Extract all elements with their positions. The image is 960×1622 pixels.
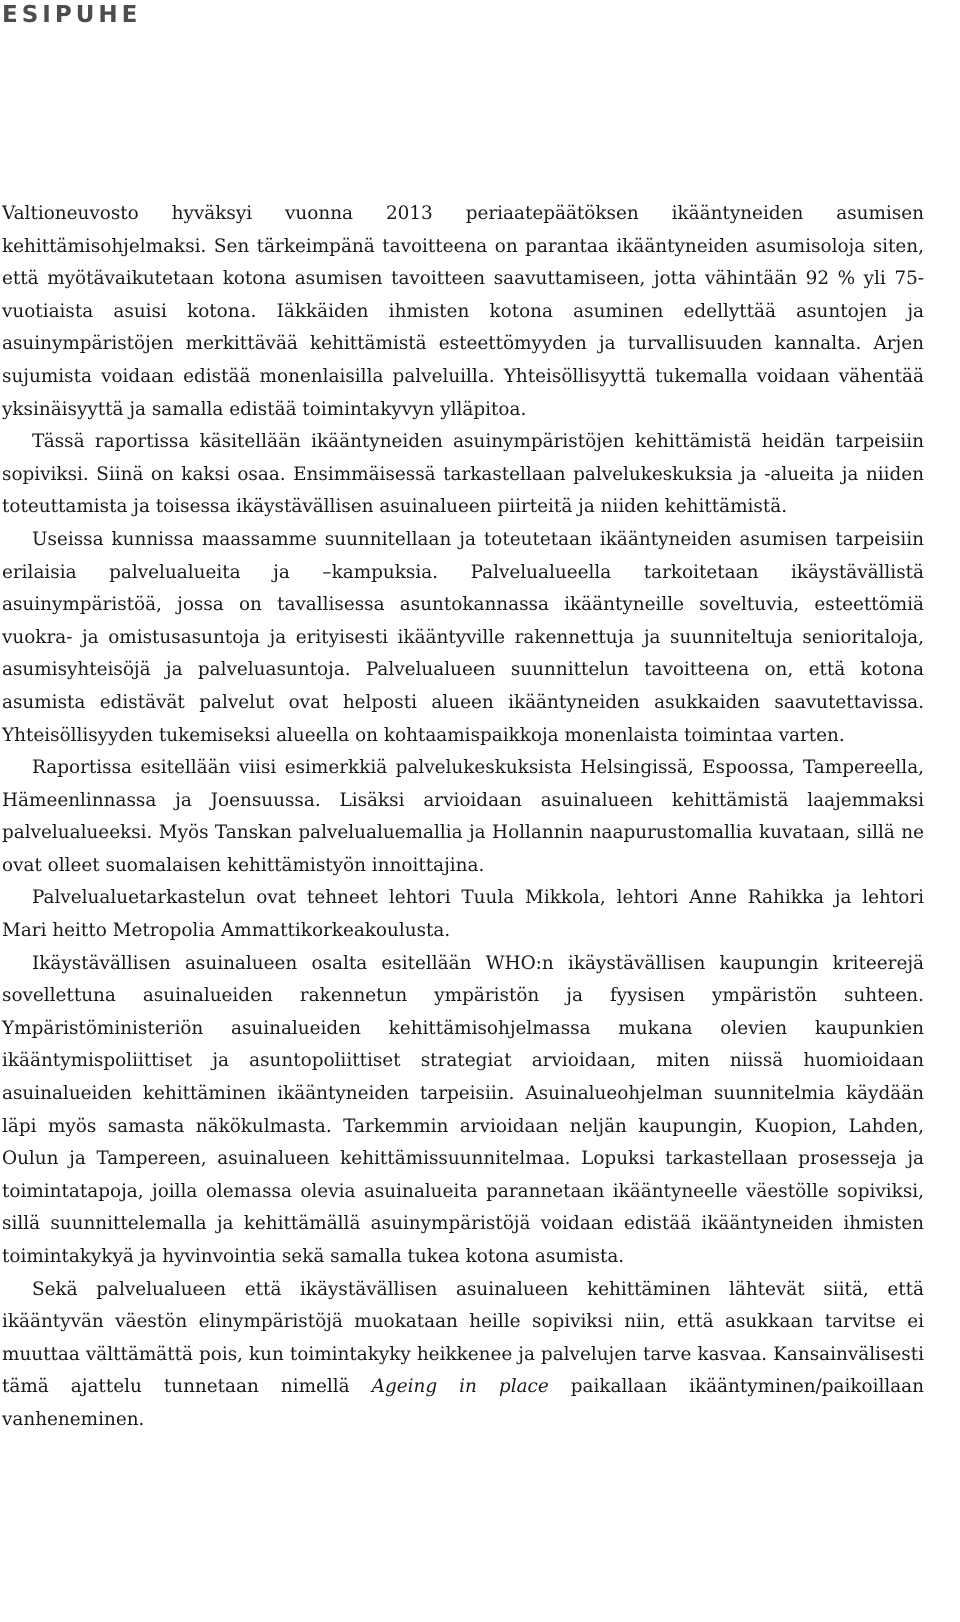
paragraph-last bbox=[2, 1274, 924, 1437]
paragraph: Raportissa esitellään viisi esimerkkiä palvelukeskuksista Helsingissä, Espoossa, Tampereella, Hämeenlinnassa ja Joensuussa. Lisäksi arvioidaan asuinalueen kehittämistä laajemmaksi palvelualueeksi. Myös Tanskan palvelualuemallia ja Hollannin naapurustomallia kuvataan, sillä ne ovat olleet suomalaisen kehittämistyön innoittajina. bbox=[2, 757, 924, 876]
paragraph: Ikäystävällisen asuinalueen osalta esitellään WHO:n ikäystävällisen kaupungin kriteerejä sovellettuna asuinalueiden rakennetun ympäristön ja fyysisen ympäristön suhteen. Ympäristöministeriön asuinalueiden kehittämisohjelmassa mukana olevien kaupunkien ikääntymispoliittiset ja asuntopoliittiset strategiat arvioidaan, miten niissä huomioidaan asuinalueiden kehittäminen ikääntyneiden tarpeisiin. Asuinalueohjelman suunnitelmia käydään läpi myös samasta näkökulmasta. Tarkemmin arvioidaan neljän kaupungin, Kuopion, Lahden, Oulun ja Tampereen, asuinalueen kehittämissuunnitelmaa. Lopuksi tarkastellaan prosesseja ja toimintatapoja, joilla olemassa olevia asuinalueita parannetaan ikääntyneelle väestölle sopiviksi, sillä suunnittelemalla ja kehittämällä asuinympäristöjä voidaan edistää ikääntyneiden ihmisten toimintakykyä ja hyvinvointia sekä samalla tukea kotona asumista. bbox=[2, 952, 924, 1267]
paragraph: Tässä raportissa käsitellään ikääntyneiden asuinympäristöjen kehittämistä heidän tarpeisiin sopiviksi. Siinä on kaksi osaa. Ensimmäisessä tarkastellaan palvelukeskuksia ja -alueita ja niiden toteuttamista ja toisessa ikäystävällisen asuinalueen piirteitä ja niiden kehittämistä. bbox=[2, 431, 924, 518]
paragraph: Palvelualuetarkastelun ovat tehneet lehtori Tuula Mikkola, lehtori Anne Rahikka ja lehtori Mari heitto Metropolia Ammattikorkeakoulusta. bbox=[2, 887, 924, 942]
paragraph-text: paikallaan ikääntyminen/paikoillaan vanheneminen. bbox=[2, 1376, 924, 1430]
paragraph-text: Sekä palvelualueen että ikäystävällisen asuinalueen kehittäminen lähtevät siitä, että ikääntyvän väestön elinympäristöjä muokataan heille sopiviksi niin, että asukkaan tarvitse ei muuttaa välttämättä pois, kun toimintakyky heikkenee ja palvelujen tarve kasvaa. Kansainvälisesti tämä ajattelu tunnetaan nimellä bbox=[2, 1278, 924, 1398]
paragraph: Useissa kunnissa maassamme suunnitellaan ja toteutetaan ikääntyneiden asumisen tarpeisiin erilaisia palvelualueita ja –kampuksia. Palvelualueella tarkoitetaan ikäystävällistä asuinympäristöä, jossa on tavallisessa asuntokannassa ikääntyneille soveltuvia, esteettömiä vuokra- ja omistusasuntoja ja erityisesti ikääntyville rakennettuja ja suunniteltuja senioritaloja, asumisyhteisöjä ja palveluasuntoja. Palvelualueen suunnittelun tavoitteena on, että kotona asumista edistävät palvelut ovat helposti alueen ikääntyneiden asukkaiden saavutettavissa. Yhteisöllisyyden tukemiseksi alueella on kohtaamispaikkoja monenlaista toimintaa varten. bbox=[2, 528, 924, 746]
section-heading: ESIPUHE bbox=[2, 2, 142, 28]
paragraph: Valtioneuvosto hyväksyi vuonna 2013 periaatepäätöksen ikääntyneiden asumisen kehittämisohjelmaksi. Sen tärkeimpänä tavoitteena on parantaa ikääntyneiden asumisoloja siten, että myötävaikutetaan kotona asumisen tavoitteen saavuttamiseen, jotta vähintään 92 % yli 75-vuotiaista asuisi kotona. Iäkkäiden ihmisten kotona asuminen edellyttää asuntojen ja asuinympäristöjen merkittävää kehittämistä esteettömyyden ja turvallisuuden kannalta. Arjen sujumista voidaan edistää monenlaisilla palveluilla. Yhteisöllisyyttä tukemalla voidaan vähentää yksinäisyyttä ja samalla edistää toimintakyvyn ylläpitoa. bbox=[2, 203, 924, 420]
body-text bbox=[2, 198, 924, 1437]
italic-term: Ageing in place bbox=[371, 1376, 549, 1398]
